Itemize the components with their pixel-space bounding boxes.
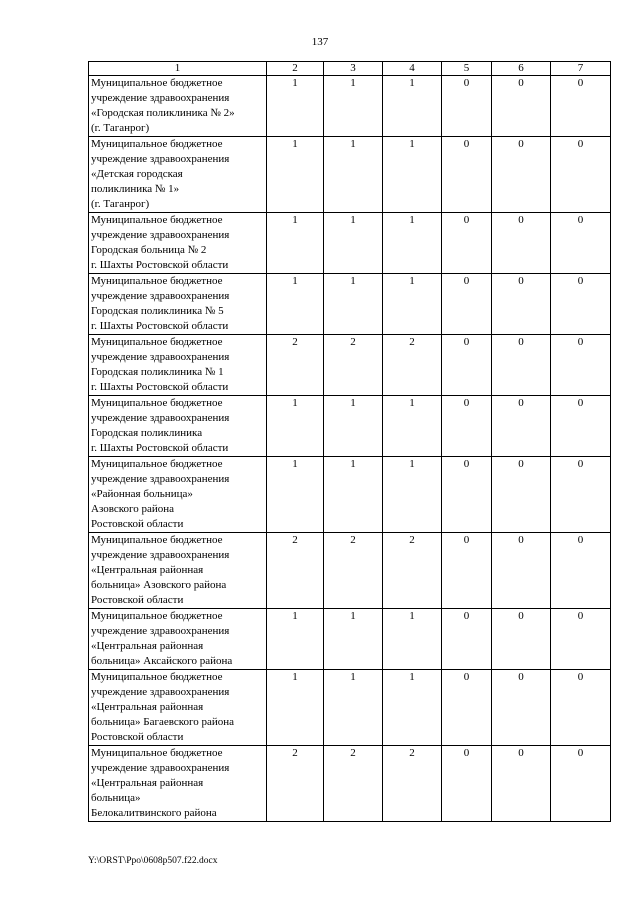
institution-name-cell: Муниципальное бюджетное учреждение здравоохранения «Городская поликлиника № 2» (г. Таганрог)	[89, 76, 267, 137]
value-cell-col-6: 0	[492, 335, 551, 396]
value-cell-col-3: 1	[324, 457, 383, 533]
value-cell-col-2: 1	[267, 396, 324, 457]
value-cell-col-2: 1	[267, 137, 324, 213]
value-cell-col-5: 0	[442, 335, 492, 396]
value-cell-col-5: 0	[442, 137, 492, 213]
value-cell-col-4: 1	[383, 396, 442, 457]
institution-name-cell: Муниципальное бюджетное учреждение здравоохранения Городская поликлиника г. Шахты Ростовской области	[89, 396, 267, 457]
value-cell-col-5: 0	[442, 213, 492, 274]
column-header-4: 4	[383, 62, 442, 76]
institution-name-cell: Муниципальное бюджетное учреждение здравоохранения «Центральная районная больница» Аксайского района	[89, 609, 267, 670]
value-cell-col-4: 1	[383, 137, 442, 213]
value-cell-col-7: 0	[551, 76, 611, 137]
data-table	[88, 61, 611, 822]
value-cell-col-4: 1	[383, 213, 442, 274]
value-cell-col-7: 0	[551, 670, 611, 746]
value-cell-col-2: 2	[267, 746, 324, 822]
table-header-row	[89, 62, 611, 76]
value-cell-col-3: 1	[324, 137, 383, 213]
table-row	[89, 457, 611, 533]
institution-name-cell: Муниципальное бюджетное учреждение здравоохранения «Районная больница» Азовского района Ростовской области	[89, 457, 267, 533]
column-header-1: 1	[89, 62, 267, 76]
value-cell-col-2: 1	[267, 76, 324, 137]
value-cell-col-6: 0	[492, 670, 551, 746]
table-body	[89, 76, 611, 822]
value-cell-col-3: 2	[324, 533, 383, 609]
value-cell-col-7: 0	[551, 609, 611, 670]
value-cell-col-5: 0	[442, 533, 492, 609]
value-cell-col-3: 1	[324, 76, 383, 137]
table-row	[89, 396, 611, 457]
value-cell-col-6: 0	[492, 746, 551, 822]
value-cell-col-7: 0	[551, 137, 611, 213]
table-row	[89, 213, 611, 274]
value-cell-col-3: 1	[324, 396, 383, 457]
table-row	[89, 533, 611, 609]
institution-name-cell: Муниципальное бюджетное учреждение здравоохранения «Центральная районная больница» Белокалитвинского района	[89, 746, 267, 822]
institution-name-cell: Муниципальное бюджетное учреждение здравоохранения Городская больница № 2 г. Шахты Ростовской области	[89, 213, 267, 274]
value-cell-col-6: 0	[492, 396, 551, 457]
institution-name-cell: Муниципальное бюджетное учреждение здравоохранения «Центральная районная больница» Азовского района Ростовской области	[89, 533, 267, 609]
value-cell-col-7: 0	[551, 213, 611, 274]
value-cell-col-7: 0	[551, 274, 611, 335]
table-row	[89, 670, 611, 746]
value-cell-col-2: 1	[267, 274, 324, 335]
value-cell-col-5: 0	[442, 396, 492, 457]
value-cell-col-3: 2	[324, 746, 383, 822]
value-cell-col-3: 1	[324, 609, 383, 670]
value-cell-col-6: 0	[492, 457, 551, 533]
value-cell-col-4: 2	[383, 335, 442, 396]
value-cell-col-4: 1	[383, 609, 442, 670]
value-cell-col-7: 0	[551, 746, 611, 822]
page-number: 137	[311, 36, 329, 48]
value-cell-col-2: 1	[267, 213, 324, 274]
table-row	[89, 137, 611, 213]
value-cell-col-5: 0	[442, 76, 492, 137]
value-cell-col-2: 2	[267, 335, 324, 396]
value-cell-col-2: 2	[267, 533, 324, 609]
value-cell-col-2: 1	[267, 670, 324, 746]
column-header-5: 5	[442, 62, 492, 76]
value-cell-col-2: 1	[267, 609, 324, 670]
value-cell-col-7: 0	[551, 396, 611, 457]
value-cell-col-7: 0	[551, 457, 611, 533]
footer-file-path: Y:\ORST\Ppo\0608p507.f22.docx	[88, 856, 218, 866]
value-cell-col-5: 0	[442, 457, 492, 533]
table-row	[89, 274, 611, 335]
value-cell-col-4: 1	[383, 274, 442, 335]
value-cell-col-6: 0	[492, 274, 551, 335]
table-row	[89, 76, 611, 137]
institution-name-cell: Муниципальное бюджетное учреждение здравоохранения «Центральная районная больница» Багаевского района Ростовской области	[89, 670, 267, 746]
value-cell-col-2: 1	[267, 457, 324, 533]
value-cell-col-6: 0	[492, 213, 551, 274]
column-header-2: 2	[267, 62, 324, 76]
value-cell-col-3: 2	[324, 335, 383, 396]
value-cell-col-7: 0	[551, 533, 611, 609]
value-cell-col-4: 1	[383, 76, 442, 137]
value-cell-col-6: 0	[492, 533, 551, 609]
value-cell-col-3: 1	[324, 213, 383, 274]
value-cell-col-5: 0	[442, 670, 492, 746]
table-row	[89, 335, 611, 396]
value-cell-col-4: 2	[383, 533, 442, 609]
value-cell-col-3: 1	[324, 670, 383, 746]
value-cell-col-4: 2	[383, 746, 442, 822]
value-cell-col-6: 0	[492, 137, 551, 213]
value-cell-col-3: 1	[324, 274, 383, 335]
value-cell-col-4: 1	[383, 457, 442, 533]
institution-name-cell: Муниципальное бюджетное учреждение здравоохранения Городская поликлиника № 5 г. Шахты Ростовской области	[89, 274, 267, 335]
value-cell-col-7: 0	[551, 335, 611, 396]
value-cell-col-5: 0	[442, 609, 492, 670]
column-header-6: 6	[492, 62, 551, 76]
table-row	[89, 746, 611, 822]
value-cell-col-6: 0	[492, 76, 551, 137]
value-cell-col-4: 1	[383, 670, 442, 746]
institution-name-cell: Муниципальное бюджетное учреждение здравоохранения Городская поликлиника № 1 г. Шахты Ростовской области	[89, 335, 267, 396]
institution-name-cell: Муниципальное бюджетное учреждение здравоохранения «Детская городская поликлиника № 1» (г. Таганрог)	[89, 137, 267, 213]
value-cell-col-5: 0	[442, 274, 492, 335]
column-header-3: 3	[324, 62, 383, 76]
table-row	[89, 609, 611, 670]
column-header-7: 7	[551, 62, 611, 76]
value-cell-col-5: 0	[442, 746, 492, 822]
value-cell-col-6: 0	[492, 609, 551, 670]
